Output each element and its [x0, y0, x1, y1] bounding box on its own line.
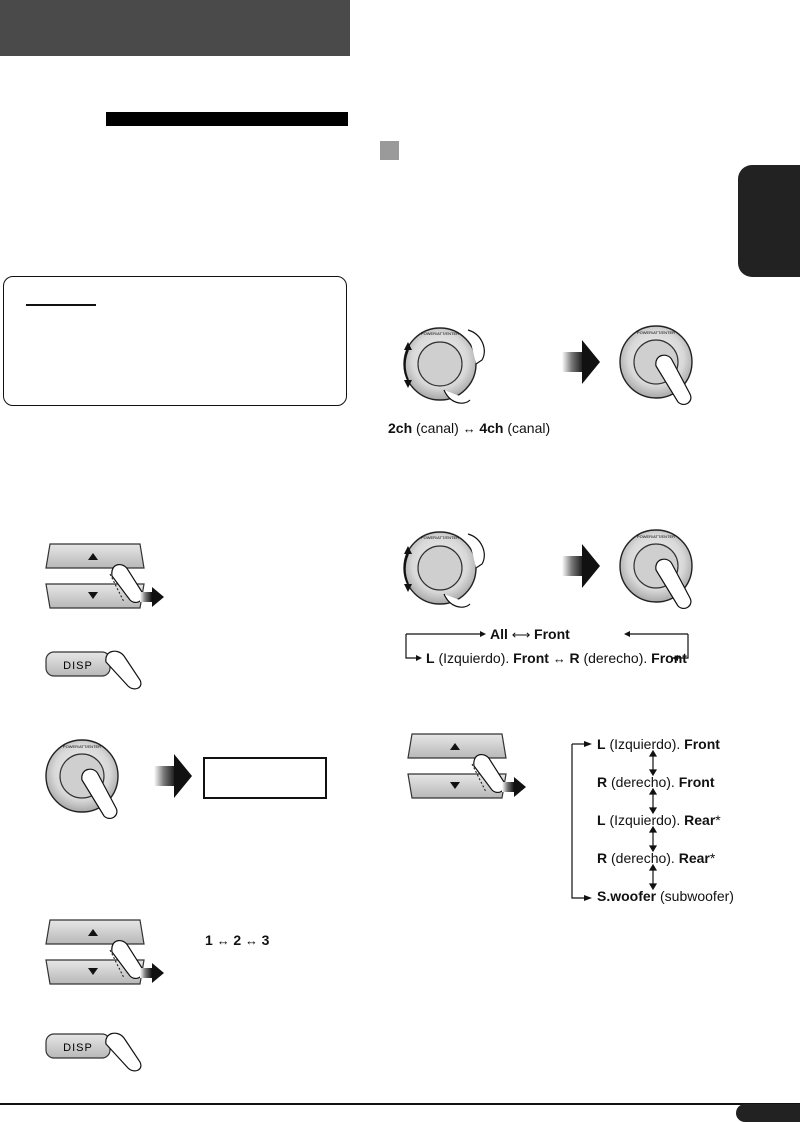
up-down-buttons-2[interactable]	[40, 916, 170, 986]
control-knob[interactable]	[42, 736, 132, 826]
bidirectional-arrow-icon: ↔	[216, 933, 234, 948]
display-frame	[203, 757, 327, 799]
fader-right-front: Front	[651, 650, 687, 666]
footer-rule	[0, 1103, 800, 1105]
fader-left: L	[426, 650, 435, 666]
channel-desc: (derecho).	[607, 774, 679, 790]
fader-right-desc: (derecho).	[579, 650, 652, 666]
up-down-buttons[interactable]	[40, 540, 170, 610]
channel-position: Front	[684, 736, 720, 752]
bidirectional-arrow-icon: ↔	[245, 933, 262, 948]
disp-button-2[interactable]	[44, 1026, 154, 1070]
number-cycle	[205, 932, 269, 948]
channel-code: L	[597, 812, 606, 828]
fader-all: All	[490, 626, 508, 642]
control-knob-press[interactable]	[616, 322, 706, 412]
control-knob-press-2[interactable]	[616, 526, 706, 616]
channel-desc: (subwoofer)	[656, 888, 734, 904]
channel-code: R	[597, 850, 608, 866]
disp-button[interactable]	[44, 644, 154, 688]
channel-desc: (Izquierdo).	[605, 812, 685, 828]
channel-item	[597, 888, 734, 904]
rotating-knob[interactable]	[398, 320, 498, 410]
speaker-mode-cycle	[388, 420, 550, 436]
section-header-box	[0, 0, 350, 56]
title-bar	[106, 112, 348, 126]
fader-left-front: Front	[513, 650, 549, 666]
channel-code: R	[597, 774, 608, 790]
knob-label: POWER/ATT/ENTER	[62, 744, 102, 749]
channel-item	[597, 736, 720, 752]
channel-code: S.woofer	[597, 888, 657, 904]
bidirectional-arrow-icon: ↔	[462, 421, 480, 436]
knob-label: POWER/ATT/ENTER	[636, 534, 676, 539]
next-step-arrow	[562, 542, 602, 592]
disp-button-label: DISP	[63, 1042, 93, 1054]
mode-2ch: 2ch	[388, 420, 413, 436]
channel-item	[597, 774, 714, 790]
mode-4ch: 4ch	[479, 420, 504, 436]
page-number-tab	[736, 1104, 800, 1122]
channel-position: Rear	[684, 812, 716, 828]
knob-label: POWER/ATT/ENTER	[636, 330, 676, 335]
note-heading-underline	[26, 304, 96, 306]
channel-desc: (Izquierdo).	[605, 736, 685, 752]
knob-label: POWER/ATT/ENTER	[420, 331, 460, 336]
fader-left-desc: (Izquierdo).	[434, 650, 514, 666]
channel-position: Rear	[678, 850, 710, 866]
knob-label: POWER/ATT/ENTER	[420, 535, 460, 540]
bidirectional-arrow-icon: ⟷	[511, 627, 535, 642]
channel-footnote-mark: *	[709, 850, 716, 866]
mode-4ch-desc: (canal)	[503, 420, 551, 436]
channel-desc: (derecho).	[607, 850, 679, 866]
up-down-buttons-3[interactable]	[402, 730, 532, 800]
fader-front: Front	[534, 626, 570, 642]
section-marker	[380, 141, 399, 160]
fader-bottom-row	[426, 650, 687, 666]
language-tab	[738, 165, 800, 277]
channel-footnote-mark: *	[715, 812, 721, 828]
fader-top-row	[490, 626, 570, 643]
cycle-number-1: 1	[205, 932, 213, 948]
next-step-arrow	[154, 752, 194, 802]
channel-item	[597, 850, 715, 866]
cycle-number-3: 3	[261, 932, 270, 948]
rotating-knob-2[interactable]	[398, 524, 498, 614]
disp-button-label: DISP	[63, 660, 93, 672]
fader-right: R	[569, 650, 580, 666]
note-box	[3, 276, 347, 406]
bidirectional-arrow-icon: ↔	[552, 651, 570, 666]
channel-position: Front	[678, 774, 715, 790]
channel-code: L	[597, 736, 606, 752]
cycle-number-2: 2	[233, 932, 242, 948]
next-step-arrow	[562, 338, 602, 388]
channel-item	[597, 812, 721, 828]
mode-2ch-desc: (canal)	[412, 420, 459, 436]
